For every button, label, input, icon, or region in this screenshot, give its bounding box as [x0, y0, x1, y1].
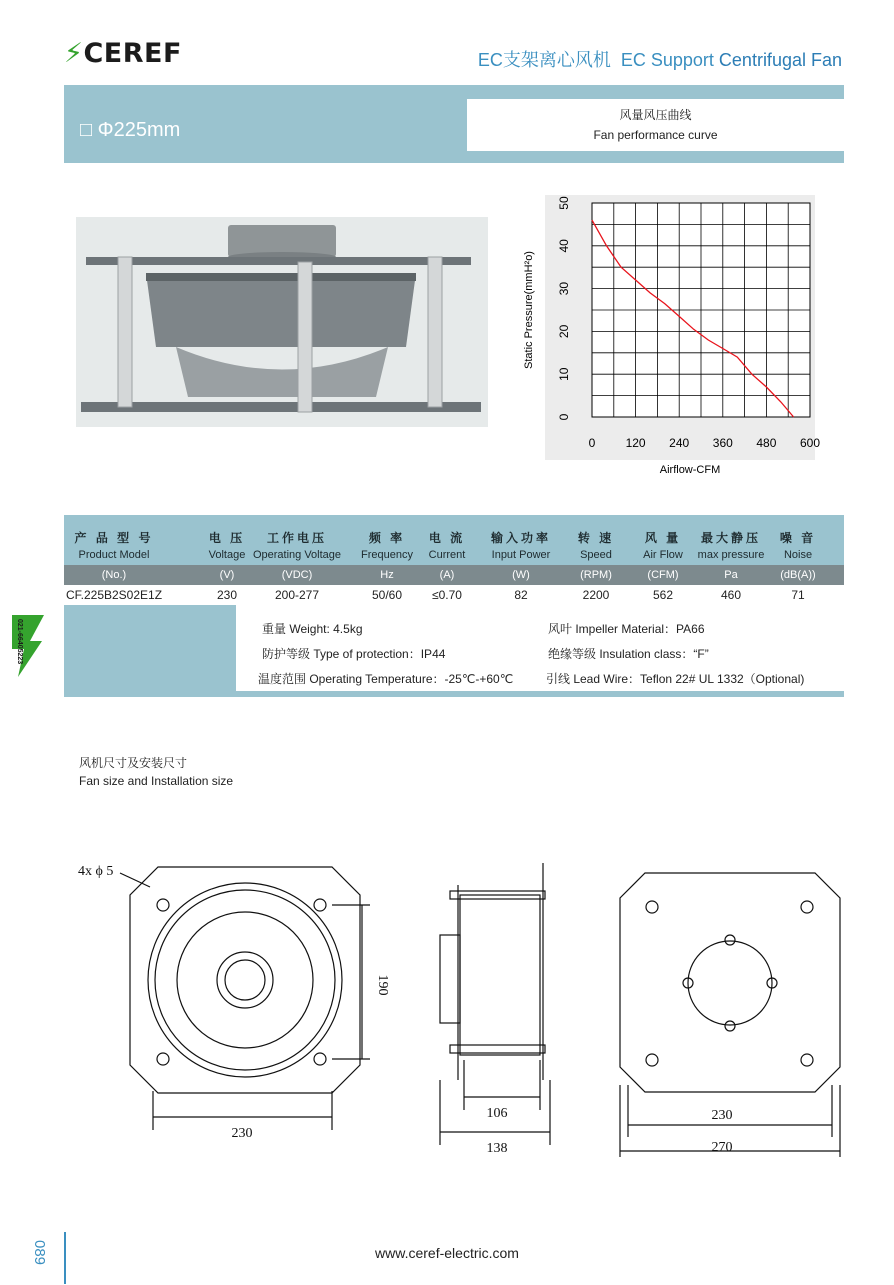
series-title-en-bold: Centrifugal Fan [718, 50, 842, 70]
front-height-label: 190 [375, 974, 390, 996]
y-tick-label: 10 [557, 367, 571, 381]
front-width-label: 230 [231, 1126, 253, 1141]
side-inner-label: 106 [486, 1106, 508, 1121]
spec-unit: (RPM) [580, 569, 612, 581]
holes-label: 4x ϕ 5 [78, 864, 114, 879]
performance-chart-svg [520, 195, 820, 480]
y-tick-label: 30 [557, 281, 571, 296]
spec-header-cn: 工作电压 [266, 531, 327, 545]
x-tick-label: 600 [799, 436, 820, 450]
curve-caption-cn: 风量风压曲线 [619, 108, 692, 122]
brand-logo [64, 38, 182, 69]
product-photo [76, 217, 488, 427]
curve-caption-en: Fan performance curve [593, 128, 718, 142]
spec-unit: (VDC) [281, 569, 313, 581]
model-title: □ Φ225mm [80, 119, 181, 141]
spec-header-cn: 电 压 [208, 531, 246, 545]
spec-value: 230 [216, 588, 238, 602]
spec-header-en: Current [428, 549, 466, 561]
y-tick-label: 0 [557, 413, 571, 421]
spec-header-en: Noise [783, 549, 813, 561]
spec-header-cn: 输入功率 [490, 531, 551, 545]
info-panel [236, 605, 844, 691]
dimension-section-title [79, 754, 233, 790]
spec-unit: Pa [724, 569, 738, 581]
spec-value: 562 [652, 588, 674, 602]
dimension-title-cn: 风机尺寸及安装尺寸 [79, 756, 188, 770]
weight: 重量 Weight: 4.5kg [262, 622, 363, 636]
spec-units-row [64, 565, 844, 585]
footer-url: www.ceref-electric.com [375, 1245, 519, 1261]
spec-header-cn: 频 率 [368, 531, 406, 545]
spec-unit: (V) [219, 569, 235, 581]
spec-value: 200-277 [274, 588, 320, 602]
spec-header-cn: 产 品 型 号 [74, 531, 154, 545]
spec-header-cn: 最大静压 [700, 531, 761, 545]
spec-value: 2200 [582, 588, 610, 602]
spec-header-en: Input Power [491, 549, 551, 561]
series-title-en: EC Support [620, 50, 714, 70]
side-outer-label: 138 [486, 1141, 508, 1156]
x-tick-label: 240 [669, 436, 690, 450]
back-inner-label: 230 [711, 1108, 733, 1123]
spec-unit: (W) [512, 569, 530, 581]
curve-caption [467, 99, 844, 151]
side-view [440, 863, 550, 1145]
spec-values-row [64, 585, 844, 605]
spec-header-cn: 转 速 [577, 531, 615, 545]
spec-value: ≤0.70 [432, 588, 462, 602]
spec-unit: (No.) [101, 569, 127, 581]
y-axis-label: Static Pressure(mmH²o) [523, 251, 535, 369]
performance-chart [520, 195, 820, 480]
series-title [478, 46, 842, 72]
protection-type: 防护等级 Type of protection：IP44 [262, 647, 446, 661]
y-tick-label: 40 [557, 239, 571, 253]
lead-wire: 引线 Lead Wire：Teflon 22# UL 1332（Optional) [546, 672, 805, 686]
back-outer-label: 270 [711, 1140, 733, 1155]
spec-header-en: Product Model [78, 549, 150, 561]
spec-header-en: Frequency [361, 549, 413, 561]
series-title-cn: EC支架离心风机 [477, 50, 611, 70]
operating-temperature: 温度范围 Operating Temperature：-25℃-+60℃ [258, 672, 514, 686]
impeller-material: 风叶 Impeller Material：PA66 [548, 622, 705, 636]
page-number: 089 [31, 1240, 48, 1266]
page-number-rule [64, 1232, 66, 1284]
y-tick-label: 50 [557, 196, 571, 210]
spec-unit: (CFM) [647, 569, 679, 581]
spec-header-cn: 风 量 [644, 531, 682, 545]
spec-unit: (dB(A)) [780, 569, 816, 581]
logo-text: CEREF [83, 38, 182, 69]
bolt-icon: ⚡ [64, 38, 84, 69]
spec-header-en: Operating Voltage [252, 549, 342, 561]
spec-header-cn: 电 流 [428, 531, 466, 545]
insulation-class: 绝缘等级 Insulation class：“F” [548, 647, 709, 661]
x-tick-label: 0 [588, 436, 596, 450]
spec-header-en: Voltage [208, 549, 246, 561]
x-tick-label: 120 [625, 436, 646, 450]
spec-unit: (A) [439, 569, 455, 581]
spec-unit: Hz [380, 569, 394, 581]
spec-header-cn: 噪 音 [779, 531, 817, 545]
spec-value: 71 [791, 588, 805, 602]
front-view [120, 867, 370, 1130]
x-tick-label: 360 [712, 436, 733, 450]
spec-header [64, 515, 844, 565]
spec-value: CF.225B2S02E1Z [65, 588, 163, 602]
spec-value: 50/60 [371, 588, 403, 602]
spec-value: 460 [720, 588, 742, 602]
dimension-drawing [60, 855, 850, 1170]
x-tick-label: 480 [756, 436, 777, 450]
dimension-title-en: Fan size and Installation size [79, 774, 234, 788]
spec-header-en: Speed [580, 549, 612, 561]
side-phone: 021-66405223 [16, 619, 23, 665]
x-axis-label: Airflow-CFM [659, 464, 721, 476]
side-phone-tag [4, 615, 44, 677]
y-tick-label: 20 [557, 324, 571, 339]
spec-value: 82 [514, 588, 528, 602]
spec-header-en: Air Flow [643, 549, 683, 561]
spec-header-en: max pressure [697, 549, 765, 561]
